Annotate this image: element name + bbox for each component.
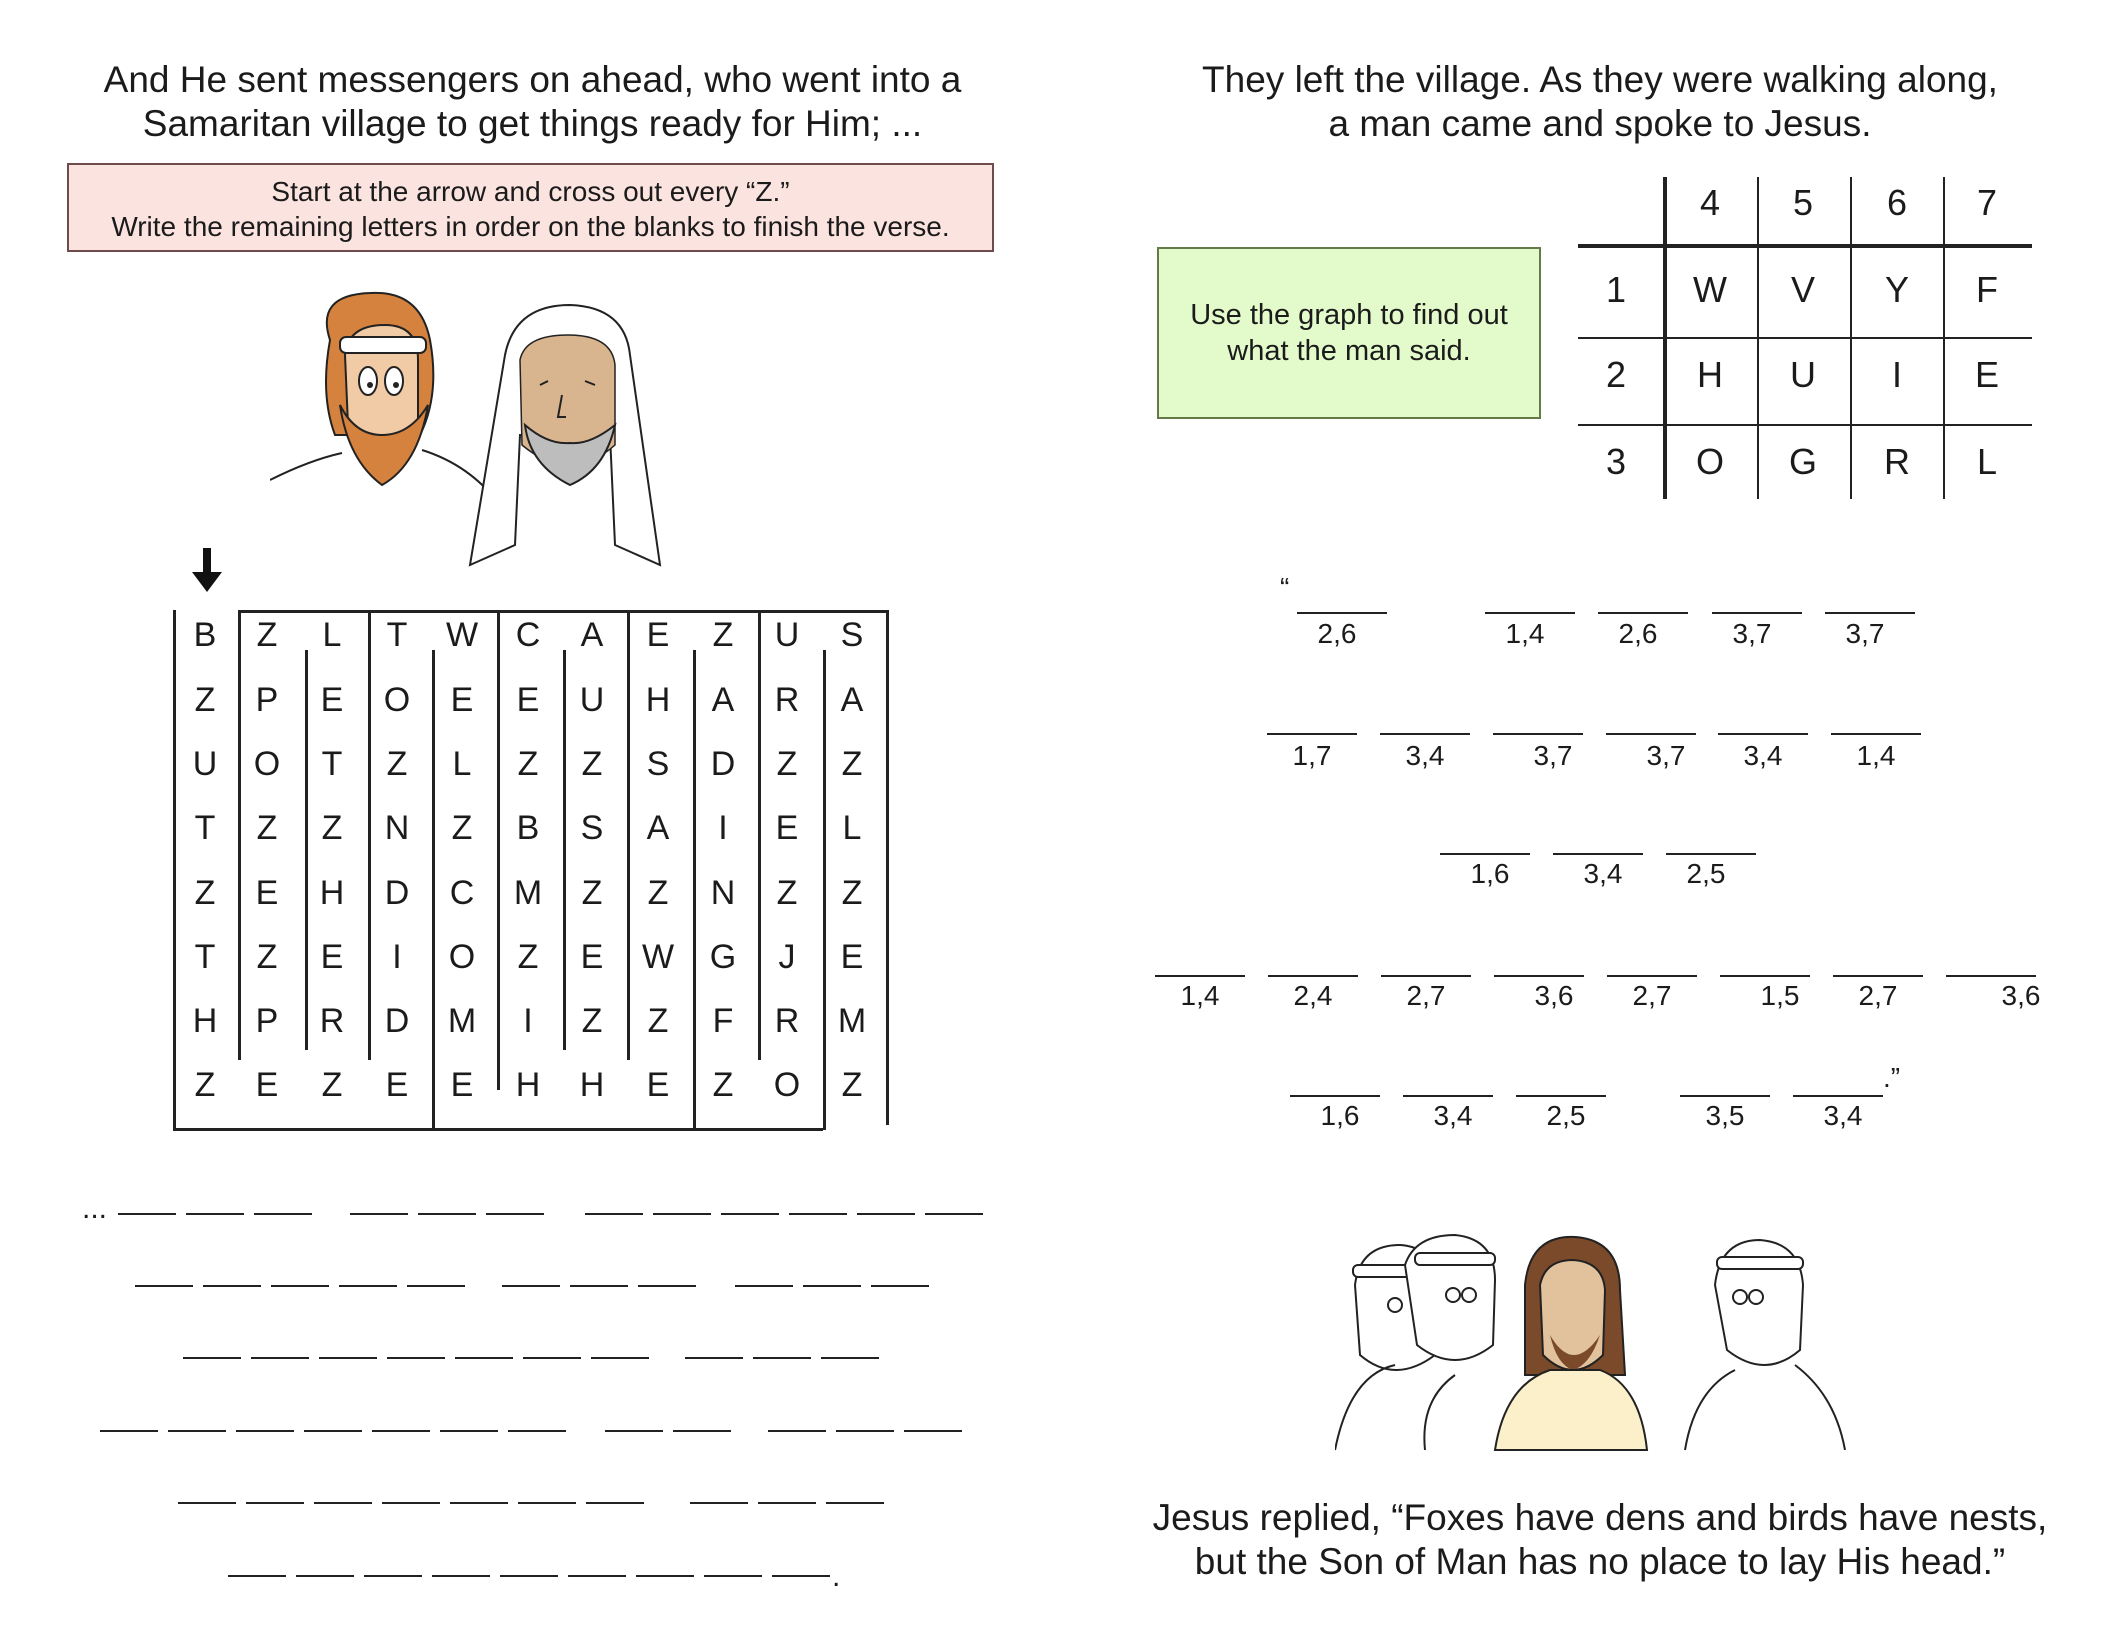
maze-letter[interactable]: E <box>580 938 604 976</box>
coordinate-code: 3,6 <box>2001 980 2041 1011</box>
maze-letter[interactable]: R <box>774 1002 800 1040</box>
maze-letter[interactable]: A <box>840 681 864 719</box>
maze-letter[interactable]: R <box>774 681 800 719</box>
decode-blank[interactable] <box>1381 975 1471 977</box>
maze-letter[interactable]: A <box>646 809 670 847</box>
instruction-line: Start at the arrow and cross out every “Z.” <box>271 176 790 207</box>
answer-blank[interactable] <box>251 1357 309 1359</box>
answer-blank[interactable] <box>183 1357 241 1359</box>
maze-letter[interactable]: Z <box>647 1002 669 1040</box>
answer-blank[interactable] <box>500 1575 558 1577</box>
answer-blank[interactable] <box>296 1575 354 1577</box>
maze-letter[interactable]: P <box>255 681 279 719</box>
answer-blank[interactable] <box>440 1430 498 1432</box>
answer-blank[interactable] <box>319 1357 377 1359</box>
maze-letter[interactable]: E <box>450 1066 474 1104</box>
answer-blank[interactable] <box>591 1357 649 1359</box>
answer-blank[interactable] <box>304 1430 362 1432</box>
maze-letter[interactable]: Z <box>256 616 278 654</box>
maze-letter[interactable]: W <box>445 616 479 654</box>
maze-letter[interactable]: S <box>580 809 604 847</box>
graph-cell-letter: I <box>1891 354 1902 395</box>
maze-letter[interactable]: O <box>383 681 411 719</box>
maze-wall <box>627 610 630 1060</box>
left-verse-line: Samaritan village to get things ready for Him; ... <box>142 103 923 144</box>
maze-letter[interactable]: H <box>645 681 671 719</box>
graph-col-header: 5 <box>1792 182 1814 223</box>
coordinate-code: 3,4 <box>1743 740 1783 771</box>
maze-letter[interactable]: Z <box>581 874 603 912</box>
maze-letter[interactable]: M <box>513 874 543 912</box>
maze-letter[interactable]: E <box>385 1066 409 1104</box>
decode-blank[interactable] <box>1155 975 1245 977</box>
coordinate-code: 2,4 <box>1293 980 1333 1011</box>
maze-letter[interactable]: I <box>392 938 402 976</box>
right-verse-line: a man came and spoke to Jesus. <box>1328 103 1872 144</box>
maze-letter[interactable]: Z <box>712 1066 734 1104</box>
graph-line <box>1578 337 2032 339</box>
maze-letter[interactable]: O <box>773 1066 801 1104</box>
start-arrow-icon <box>190 548 224 594</box>
maze-letter[interactable]: Z <box>581 745 603 783</box>
coordinate-code: 1,4 <box>1856 740 1896 771</box>
answer-blank[interactable] <box>178 1502 236 1504</box>
maze-letter[interactable]: S <box>646 745 670 783</box>
instruction-line: Use the graph to find out <box>1190 299 1508 331</box>
answer-blank[interactable] <box>904 1430 962 1432</box>
maze-letter[interactable]: C <box>515 616 541 654</box>
graph-col-header: 7 <box>1976 182 1998 223</box>
open-quote: “ <box>1280 572 1290 603</box>
answer-blank[interactable] <box>508 1430 566 1432</box>
maze-letter[interactable]: E <box>646 616 670 654</box>
coordinate-code: 1,4 <box>1505 618 1545 649</box>
maze-letter[interactable]: E <box>255 1066 279 1104</box>
maze-letter[interactable]: Z <box>841 874 863 912</box>
answer-blank[interactable] <box>925 1213 983 1215</box>
maze-letter[interactable]: Z <box>776 874 798 912</box>
maze-letter[interactable]: E <box>320 938 344 976</box>
maze-letter[interactable]: I <box>523 1002 533 1040</box>
maze-letter[interactable]: S <box>840 616 864 654</box>
answer-blank[interactable] <box>789 1213 847 1215</box>
answer-blank[interactable] <box>570 1285 628 1287</box>
answer-blank[interactable] <box>372 1430 430 1432</box>
decode-blank[interactable] <box>1403 1095 1493 1097</box>
answer-blank[interactable] <box>758 1502 816 1504</box>
answer-blank[interactable] <box>772 1575 830 1577</box>
coordinate-code: 2,5 <box>1546 1100 1586 1131</box>
maze-letter[interactable]: Z <box>451 809 473 847</box>
coordinate-code: 1,5 <box>1760 980 1800 1011</box>
coordinate-code: 3,4 <box>1405 740 1445 771</box>
graph-cell-letter: H <box>1697 354 1723 395</box>
decode-blank[interactable] <box>1833 975 1923 977</box>
maze-letter[interactable]: E <box>775 809 799 847</box>
answer-blank[interactable] <box>685 1357 743 1359</box>
messengers-illustration <box>270 285 790 575</box>
answer-blank[interactable] <box>768 1430 826 1432</box>
decode-blank[interactable] <box>1493 733 1583 735</box>
answer-blank[interactable] <box>486 1213 544 1215</box>
coordinate-code: 3,4 <box>1433 1100 1473 1131</box>
maze-letter[interactable]: N <box>710 874 736 912</box>
graph-row-label: 2 <box>1605 354 1627 395</box>
decode-blank[interactable] <box>1946 975 2036 977</box>
coordinate-code: 1,6 <box>1320 1100 1360 1131</box>
answer-blank[interactable] <box>871 1285 929 1287</box>
decode-blank[interactable] <box>1607 975 1697 977</box>
coordinate-code: 3,4 <box>1823 1100 1863 1131</box>
reply-line: but the Son of Man has no place to lay His head.” <box>1194 1541 2006 1582</box>
answer-blank[interactable] <box>364 1575 422 1577</box>
answer-blank[interactable] <box>690 1502 748 1504</box>
maze-letter[interactable]: D <box>710 745 736 783</box>
answer-blank[interactable] <box>450 1502 508 1504</box>
decode-blank[interactable] <box>1712 612 1802 614</box>
maze-answer-prefix: ... <box>82 1192 108 1225</box>
coordinate-code: 3,7 <box>1533 740 1573 771</box>
answer-blank[interactable] <box>186 1213 244 1215</box>
answer-blank[interactable] <box>857 1213 915 1215</box>
maze-letter[interactable]: Z <box>256 809 278 847</box>
decode-blank[interactable] <box>1485 612 1575 614</box>
coordinate-code: 2,6 <box>1317 618 1357 649</box>
graph-instruction-box <box>1157 247 1541 419</box>
reply-line: Jesus replied, “Foxes have dens and birds have nests, <box>1152 1497 2048 1538</box>
maze-letter[interactable]: E <box>840 938 864 976</box>
decode-blank[interactable] <box>1290 1095 1380 1097</box>
decode-blank[interactable] <box>1831 733 1921 735</box>
answer-blank[interactable] <box>271 1285 329 1287</box>
maze-letter[interactable]: T <box>194 809 216 847</box>
answer-blank[interactable] <box>228 1575 286 1577</box>
maze-letter[interactable]: H <box>319 874 345 912</box>
maze-letter[interactable]: Z <box>776 745 798 783</box>
maze-wall <box>497 610 500 1090</box>
maze-letter[interactable]: C <box>449 874 475 912</box>
maze-wall <box>758 610 761 1060</box>
maze-letter[interactable]: Z <box>517 745 539 783</box>
graph-cell-letter: O <box>1695 441 1724 482</box>
graph-row-label: 1 <box>1605 269 1627 310</box>
answer-blank[interactable] <box>586 1502 644 1504</box>
jesus-reply <box>1130 1496 2070 1584</box>
decode-blank[interactable] <box>1267 733 1357 735</box>
maze-letter[interactable]: Z <box>712 616 734 654</box>
graph-cell-letter: U <box>1790 354 1816 395</box>
graph-cell-letter: G <box>1788 441 1817 482</box>
coordinate-code: 2,7 <box>1406 980 1446 1011</box>
answer-blank[interactable] <box>455 1357 513 1359</box>
maze-letter[interactable]: U <box>192 745 218 783</box>
answer-blank[interactable] <box>636 1575 694 1577</box>
answer-blank[interactable] <box>721 1213 779 1215</box>
maze-letter[interactable]: H <box>192 1002 218 1040</box>
instruction-line: what the man said. <box>1227 335 1471 367</box>
decode-blank[interactable] <box>1380 733 1470 735</box>
maze-wall <box>368 610 371 1060</box>
maze-letter[interactable]: Z <box>194 874 216 912</box>
maze-letter[interactable]: J <box>778 938 796 976</box>
maze-letter[interactable]: P <box>255 1002 279 1040</box>
decode-blank[interactable] <box>1793 1095 1883 1097</box>
answer-blank[interactable] <box>407 1285 465 1287</box>
decode-blank[interactable] <box>1268 975 1358 977</box>
coordinate-code: 3,7 <box>1646 740 1686 771</box>
maze-letter[interactable]: D <box>384 1002 410 1040</box>
close-quote: .” <box>1883 1062 1901 1093</box>
disciples-with-jesus-illustration <box>1335 1225 1855 1455</box>
right-verse-line: They left the village. As they were walking along, <box>1202 59 1998 100</box>
answer-blank[interactable] <box>638 1285 696 1287</box>
answer-blank[interactable] <box>826 1502 884 1504</box>
graph-cell-letter: V <box>1790 269 1815 310</box>
maze-letter[interactable]: H <box>579 1066 605 1104</box>
graph-col-header: 4 <box>1699 182 1721 223</box>
answer-blank[interactable] <box>836 1430 894 1432</box>
graph-cell-letter: R <box>1884 441 1910 482</box>
answer-blank[interactable] <box>502 1285 560 1287</box>
graph-cell-letter: W <box>1693 269 1727 310</box>
maze-letter[interactable]: L <box>842 809 862 847</box>
left-verse-line: And He sent messengers on ahead, who went into a <box>103 59 962 100</box>
answer-blank[interactable] <box>387 1357 445 1359</box>
answer-blank[interactable] <box>704 1575 762 1577</box>
maze-letter[interactable]: F <box>712 1002 734 1040</box>
maze-letter[interactable]: N <box>384 809 410 847</box>
answer-blank[interactable] <box>339 1285 397 1287</box>
maze-letter[interactable]: Z <box>517 938 539 976</box>
maze-letter[interactable]: E <box>646 1066 670 1104</box>
coordinate-code: 3,6 <box>1534 980 1574 1011</box>
maze-letter[interactable]: H <box>515 1066 541 1104</box>
maze-letter[interactable]: A <box>711 681 735 719</box>
coordinate-code: 2,7 <box>1858 980 1898 1011</box>
maze-letter[interactable]: Z <box>194 681 216 719</box>
answer-blank[interactable] <box>314 1502 372 1504</box>
maze-letter[interactable]: B <box>516 809 540 847</box>
graph-cell-letter: Y <box>1884 269 1909 310</box>
maze-letter[interactable]: Z <box>841 745 863 783</box>
coordinate-code: 2,6 <box>1618 618 1658 649</box>
coordinate-code: 1,4 <box>1180 980 1220 1011</box>
answer-blank[interactable] <box>254 1213 312 1215</box>
decode-blank[interactable] <box>1297 612 1387 614</box>
maze-wall <box>432 650 435 1130</box>
graph-row-label: 3 <box>1605 441 1627 482</box>
graph-cell-letter: E <box>1974 354 1999 395</box>
maze-letter[interactable]: O <box>253 745 281 783</box>
instruction-line: Write the remaining letters in order on the blanks to finish the verse. <box>111 211 950 242</box>
right-verse <box>1140 58 2060 146</box>
answer-blank[interactable] <box>236 1430 294 1432</box>
decode-blank[interactable] <box>1553 853 1643 855</box>
maze-answer-suffix: . <box>832 1560 841 1593</box>
maze-wall <box>563 650 566 1050</box>
decode-blank[interactable] <box>1825 612 1915 614</box>
decode-blank[interactable] <box>1606 733 1696 735</box>
maze-letter[interactable]: Z <box>386 745 408 783</box>
maze-letter[interactable]: U <box>774 616 800 654</box>
decode-blank[interactable] <box>1666 853 1756 855</box>
answer-blank[interactable] <box>203 1285 261 1287</box>
maze-letter[interactable]: I <box>718 809 728 847</box>
maze-letter[interactable]: Z <box>256 938 278 976</box>
coordinate-code: 3,5 <box>1705 1100 1745 1131</box>
decode-blank[interactable] <box>1680 1095 1770 1097</box>
maze-letter[interactable]: Z <box>321 1066 343 1104</box>
decode-blank[interactable] <box>1718 733 1808 735</box>
answer-blank[interactable] <box>605 1430 663 1432</box>
maze-letter[interactable]: Z <box>841 1066 863 1104</box>
answer-blank[interactable] <box>523 1357 581 1359</box>
answer-blank[interactable] <box>135 1285 193 1287</box>
answer-blank[interactable] <box>246 1502 304 1504</box>
maze-letter[interactable]: Z <box>647 874 669 912</box>
decode-blank[interactable] <box>1440 853 1530 855</box>
answer-blank[interactable] <box>653 1213 711 1215</box>
answer-blank[interactable] <box>518 1502 576 1504</box>
coordinate-code: 1,6 <box>1470 858 1510 889</box>
answer-blank[interactable] <box>118 1213 176 1215</box>
answer-blank[interactable] <box>382 1502 440 1504</box>
maze-wall <box>823 650 826 1130</box>
maze-letter[interactable]: G <box>709 938 737 976</box>
answer-blank[interactable] <box>803 1285 861 1287</box>
maze-letter[interactable]: T <box>386 616 408 654</box>
answer-blank[interactable] <box>673 1430 731 1432</box>
maze-wall <box>173 1128 823 1131</box>
maze-letter[interactable]: L <box>322 616 342 654</box>
coordinate-code: 2,7 <box>1632 980 1672 1011</box>
maze-wall <box>173 610 176 1130</box>
coordinate-code: 1,7 <box>1292 740 1332 771</box>
maze-letter[interactable]: M <box>447 1002 477 1040</box>
graph-line <box>1578 424 2032 426</box>
answer-blank[interactable] <box>585 1213 643 1215</box>
maze-letter[interactable]: R <box>319 1002 345 1040</box>
coordinate-code: 2,5 <box>1686 858 1726 889</box>
maze-letter[interactable]: T <box>194 938 216 976</box>
coordinate-code: 3,4 <box>1583 858 1623 889</box>
maze-wall <box>886 610 889 1125</box>
maze-letter[interactable]: E <box>450 681 474 719</box>
coordinate-code: 3,7 <box>1732 618 1772 649</box>
answer-blank[interactable] <box>100 1430 158 1432</box>
answer-blank[interactable] <box>821 1357 879 1359</box>
graph-cell-letter: L <box>1976 441 1998 482</box>
graph-cell-letter: F <box>1976 269 1998 310</box>
maze-letter[interactable]: W <box>641 938 675 976</box>
maze-letter[interactable]: A <box>580 616 604 654</box>
maze-instruction-box <box>67 163 994 252</box>
left-verse <box>40 58 1025 146</box>
answer-blank[interactable] <box>753 1357 811 1359</box>
maze-letter[interactable]: E <box>320 681 344 719</box>
maze-letter[interactable]: T <box>321 745 343 783</box>
graph-col-header: 6 <box>1886 182 1908 223</box>
maze-letter[interactable]: E <box>516 681 540 719</box>
maze-wall <box>238 610 241 1060</box>
answer-blank[interactable] <box>418 1213 476 1215</box>
decode-blank[interactable] <box>1720 975 1810 977</box>
maze-letter[interactable]: Z <box>194 1066 216 1104</box>
maze-letter[interactable]: L <box>452 745 472 783</box>
maze-letter[interactable]: Z <box>581 1002 603 1040</box>
maze-letter[interactable]: M <box>837 1002 867 1040</box>
maze-letter[interactable]: Z <box>321 809 343 847</box>
answer-blank[interactable] <box>168 1430 226 1432</box>
coordinate-code: 3,7 <box>1845 618 1885 649</box>
maze-letter[interactable]: D <box>384 874 410 912</box>
answer-blank[interactable] <box>350 1213 408 1215</box>
maze-wall <box>238 610 888 613</box>
graph-line <box>1578 244 2032 248</box>
answer-blank[interactable] <box>568 1575 626 1577</box>
answer-blank[interactable] <box>432 1575 490 1577</box>
maze-wall <box>693 650 696 1130</box>
decode-blank[interactable] <box>1598 612 1688 614</box>
maze-letter[interactable]: O <box>448 938 476 976</box>
decode-blank[interactable] <box>1494 975 1584 977</box>
answer-blank[interactable] <box>735 1285 793 1287</box>
maze-letter[interactable]: E <box>255 874 279 912</box>
maze-letter[interactable]: B <box>193 616 217 654</box>
maze-letter[interactable]: U <box>579 681 605 719</box>
decode-blank[interactable] <box>1516 1095 1606 1097</box>
